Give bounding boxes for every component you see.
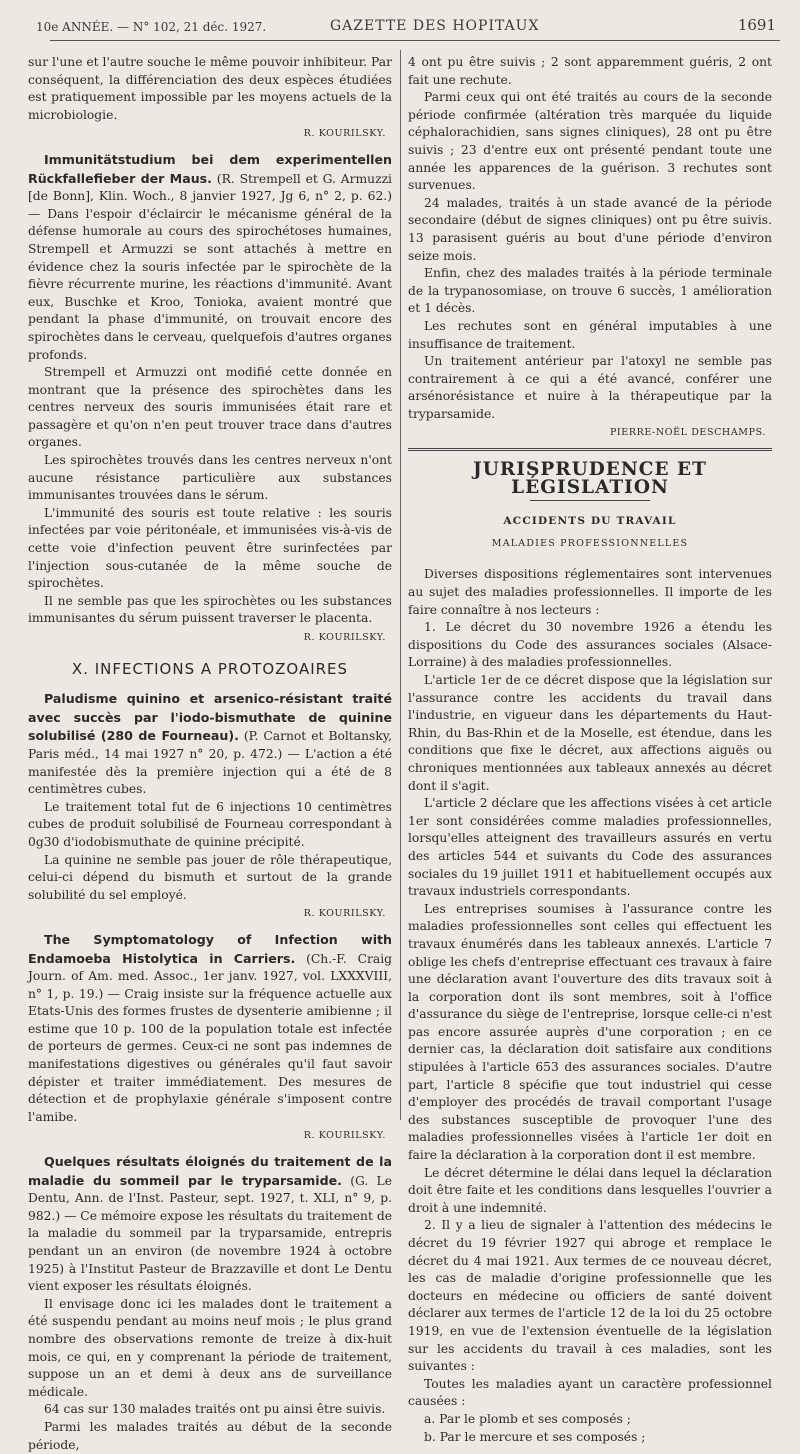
header-rule [50,40,780,41]
article-reference: (G. Le Dentu, Ann. de l'Inst. Pasteur, sept. 1927, t. XLI, n° 9, p. 982.) — Ce mémoire expose les résultats du traitement de la maladie du sommeil par la tryparsamide, entrepris pendant un an environ (de novembre 1924 à octobre 1925) à l'Institut Pasteur de Brazzaville et dont Le Dentu vient exposer les résultats éloignés. [28,1173,392,1294]
article-text: La quinine ne semble pas jouer de rôle thérapeutique, celui-ci dépend du bismuth et surtout de la grande solubilité du sel employé. [28,852,392,902]
article-text: Les entreprises soumises à l'assurance contre les maladies professionnelles sont celles qui effectuent les travaux énumérés dans les tableaux annexés. L'article 7 oblige les chefs d'entreprise effectuant ces travaux à faire une déclaration avant l'ouverture des dits travaux soit à la corporation dont ils sont membres, soit à l'office d'assurance du siège de l'entreprise, lorsque celle-ci n'est pas encore assurée auprès d'une corporation ; en ce dernier cas, la déclaration doit satisfaire aux conditions stipulées à l'article 653 des assurances sociales. D'autre part, l'article 8 spécifie que tout industriel qui cesse d'employer des procédés de travail comportant l'usage des substances susceptible de provoquer l'une des maladies professionnelles visées à l'article 1er doit en faire la déclaration à la corporation dont il est membre. [408,901,772,1163]
list-item: b. Par le mercure et ses composés ; [424,1429,646,1444]
article-text: 1. Le décret du 30 novembre 1926 a étendu les dispositions du Code des assurances sociales (Alsace-Lorraine) à des maladies professionnelles. [408,620,772,670]
article-title: Quelques résultats éloignés du traitement de la maladie du sommeil par le tryparsamide. [28,1154,392,1188]
subsection-title: ACCIDENTS DU TRAVAIL [503,515,677,528]
author-signature: R. KOURILSKY. [303,1130,386,1142]
article-reference: (R. Strempell et G. Armuzzi [de Bonn], Klin. Woch., 8 janvier 1927, Jg 6, n° 2, p. 62.) — Dans l'espoir d'éclaircir le mécanisme général de la défense humorale au cours des spirochétoses humaines, Strempell et Armuzzi se sont attachés à mettre en évidence chez la souris infectée par le spirochète de la fièvre récurrente murine, les réactions d'immunité. Avant eux, Buschke et Kroo, Tonioka, avaient montré que pendant la phase d'immunité, on trouvait encore des spirochètes dans le cerveau, quelquefois d'autres organes profonds. [28,171,392,362]
article-text: Enfin, chez des malades traités à la période terminale de la trypanosomiase, on trouve 6 succès, 1 amélioration et 1 décès. [408,266,772,316]
article-text: 24 malades, traités à un stade avancé de la période secondaire (début de signes cliniques) ont pu être suivis. 13 parasisent guéris au bout d'une période d'environ seize mois. [408,195,772,263]
article-title: Paludisme quinino et arsenico-résistant traité avec succès par l'iodo-bismuthate de quinine solubilisé (280 de Fourneau). [28,691,392,744]
title-underline [530,500,650,501]
article-endamoeba [28,931,392,1145]
journal-title: GAZETTE DES HOPITAUX [330,18,540,34]
article-paludisme [28,690,392,923]
article-text: 64 cas sur 130 malades traités ont pu ainsi être suivis. [44,1402,386,1417]
page-number: 1691 [737,16,776,34]
article-text: Le décret détermine le délai dans lequel la déclaration doit être faite et les conditions dans lesquelles l'ouvrier a droit à une indemnité. [408,1165,772,1215]
article-body [28,931,392,1127]
article-text: Il envisage donc ici les malades dont le traitement a été suspendu pendant au moins neuf mois ; le plus grand nombre des observations remonte de treize à dix-huit mois, ce qui, en y comprenant la période de traitement, suppose un an et demi à deux ans de surveillance médicale. [28,1296,392,1399]
subsection-subtitle: MALADIES PROFESSIONNELLES [491,537,689,549]
author-signature: PIERRE-NOËL DESCHAMPS. [609,427,766,439]
article-immunitat [28,151,392,647]
section-rule [408,448,772,451]
column-divider [400,50,401,1120]
article-text: Diverses dispositions réglementaires sont intervenues au sujet des maladies professionnelles. Il importe de les faire connaître à nos lecteurs : [408,567,772,617]
article-text: Les spirochètes trouvés dans les centres nerveux n'ont aucune résistance particulière aux substances immunisantes trouvées dans le sérum. [28,453,392,503]
article-text: Parmi les malades traités au début de la seconde période, [28,1419,392,1452]
article-text: Un traitement antérieur par l'atoxyl ne semble pas contrairement à ce qui a été avancé, conférer une arsénorésistance et nuire à la thérapeutique par la tryparsamide. [408,354,772,421]
article-text: L'immunité des souris est toute relative : les souris infectées par voie péritonéale, et immunisées vis-à-vis de cette voie d'infection peuvent être surinfectées par l'injection sous-cutanée de la même souche de spirochètes. [28,505,392,591]
article-text: L'article 1er de ce décret dispose que la législation sur l'assurance contre les accidents du travail dans l'industrie, en vigueur dans les départements du Haut-Rhin, du Bas-Rhin et de la Moselle, est étendue, dans les conditions que fixe le décret, aux affections aiguës ou chroniques mentionnées aux tableaux annexés au décret dont il s'agit. [408,673,772,793]
legislation-text [408,566,772,1446]
right-column [408,54,772,1446]
author-signature: R. KOURILSKY. [303,128,386,140]
article-body [28,151,392,364]
list-intro: Toutes les maladies ayant un caractère professionnel causées : [408,1376,772,1409]
issue-line: 10e ANNÉE. — N° 102, 21 déc. 1927. [36,20,267,34]
article-text: Les rechutes sont en général imputables à une insuffisance de traitement. [408,318,772,351]
article-reference: (Ch.-F. Craig Journ. of Am. med. Assoc., 1er janv. 1927, vol. LXXXVIII, n° 1, p. 19.) — Craig insiste sur la fréquence actuelle aux Etats-Unis des formes frustes de dysenterie amibienne ; il estime que 10 p. 100 de la population totale est infectée de porteurs de germes. Ceux-ci ne sont pas indemnes de manifestations digestives ou générales qu'il faut savoir dépister et traiter immédiatement. Des mesures de détection et de prophylaxie générale s'imposent contre l'amibe. [28,951,392,1124]
section-title: JURISPRUDENCE ET LÉGISLATION [473,459,707,498]
article-title: The Symptomatology of Infection with Endamoeba Histolytica in Carriers. [28,931,392,966]
article-title: Immunitätstudium bei dem experimentellen Rückfallefieber der Maus. [28,151,392,186]
left-column [28,54,392,1454]
article-text: Le traitement total fut de 6 injections 10 centimètres cubes de produit solubilisé de Fourneau correspondant à 0g30 d'iodobismuthate de quinine précipité. [28,799,392,849]
article-text: L'article 2 déclare que les affections visées à cet article 1er sont considérées comme maladies professionnelles, lorsqu'elles atteignent des travailleurs assurés en vertu des articles 544 et suivants du Code des assurances sociales du 19 juillet 1911 et habituellement occupés aux travaux industriels correspondants. [408,796,772,899]
author-signature: R. KOURILSKY. [303,632,386,643]
article-body [28,690,392,799]
article-text: Il ne semble pas que les spirochètes ou les substances immunisantes du sérum puissent traverser le placenta. [28,593,392,626]
article-reference: (P. Carnot et Boltansky, Paris méd., 14 mai 1927 n° 20, p. 472.) — L'action a été manifestée dès la première injection qui a été de 8 centimètres cubes. [28,729,392,797]
article-text: sur l'une et l'autre souche le même pouvoir inhibiteur. Par conséquent, la différenciation des deux espèces étudiées est pratiquement impossible par les moyens actuels de la microbiologie. [28,55,392,122]
article-sommeil [28,1153,392,1454]
running-header [20,12,780,40]
article-text: 4 ont pu être suivis ; 2 sont apparemment guéris, 2 ont fait une rechute. [408,55,772,87]
article-text: Parmi ceux qui ont été traités au cours de la seconde période confirmée (altération très marquée du liquide céphalorachidien, sans signes cliniques), 28 ont pu être suivis ; 23 d'entre eux ont présenté pendant toute une année les apparences de la guérison. 3 rechutes sont survenues. [408,90,772,193]
section-heading: X. INFECTIONS A PROTOZOAIRES [71,659,349,678]
author-signature: R. KOURILSKY. [303,908,386,920]
list-item: a. Par le plomb et ses composés ; [424,1411,631,1426]
article-text: Strempell et Armuzzi ont modifié cette donnée en montrant que la présence des spirochètes dans les centres nerveux des souris immunisées était rare et passagère et qu'on n'en peut trouver trace dans d'autres organes. [28,365,392,450]
article-body [28,1153,392,1296]
article-text: 2. Il y a lieu de signaler à l'attention des médecins le décret du 19 février 1927 qui abroge et remplace le décret du 4 mai 1921. Aux termes de ce nouveau décret, les cas de maladie d'origine professionnelle que les docteurs en médecine ou officiers de santé doivent déclarer aux termes de l'article 12 de la loi du 25 octobre 1919, en vue de l'extension éventuelle de la législation sur les accidents du travail à ces maladies, sont les suivantes : [408,1218,772,1374]
